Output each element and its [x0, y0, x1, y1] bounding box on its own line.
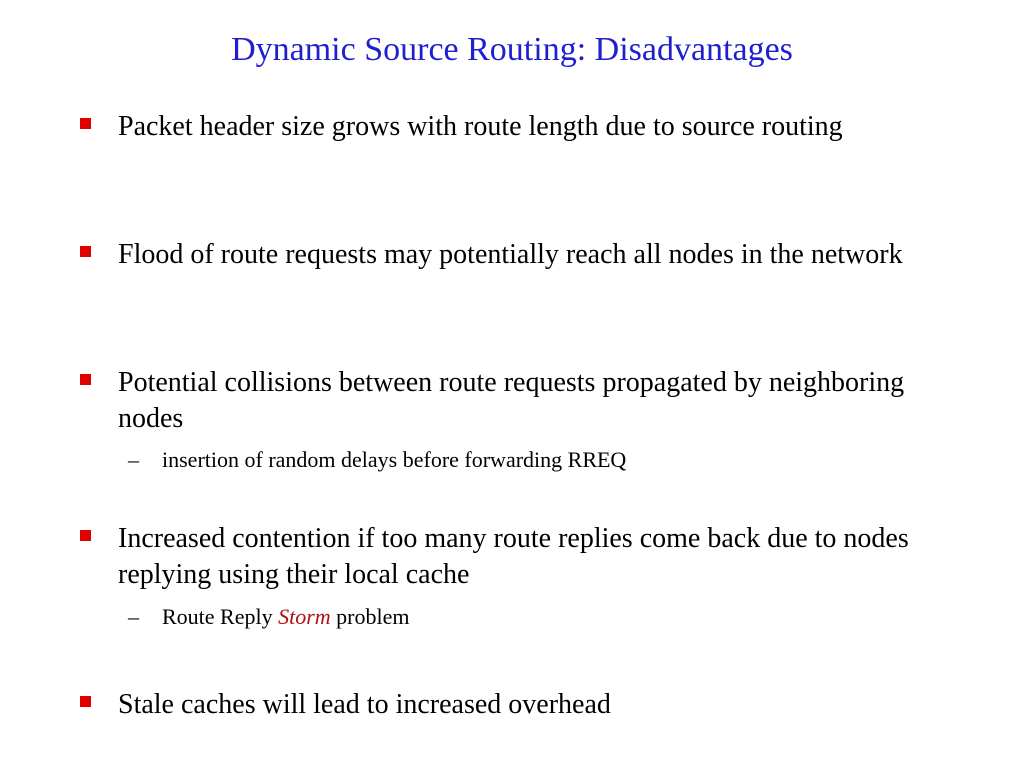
bullet-text: Stale caches will lead to increased overhead — [118, 689, 611, 720]
sub-bullet-item — [128, 603, 888, 631]
sub-bullet-prefix: Route Reply — [162, 604, 279, 629]
square-bullet-icon — [80, 246, 91, 257]
sub-bullet-suffix: problem — [330, 604, 410, 629]
bullet-text: Packet header size grows with route length due to source routing — [118, 111, 843, 142]
sub-bullet-text: insertion of random delays before forwarding RREQ — [162, 447, 627, 472]
square-bullet-icon — [80, 118, 91, 129]
dash-bullet-icon: – — [128, 447, 139, 472]
bullet-text: Increased contention if too many route replies come back due to nodes replying using their local cache — [118, 523, 909, 590]
storm-emphasis: Storm — [278, 604, 331, 629]
sub-bullet-item — [128, 446, 888, 474]
bullet-text: Potential collisions between route requests propagated by neighboring nodes — [118, 367, 905, 434]
bullet-text: Flood of route requests may potentially reach all nodes in the network — [118, 239, 903, 270]
slide-title: Dynamic Source Routing: Disadvantages — [231, 31, 793, 68]
square-bullet-icon — [80, 530, 91, 541]
dash-bullet-icon: – — [128, 604, 139, 629]
square-bullet-icon — [80, 696, 91, 707]
square-bullet-icon — [80, 374, 91, 385]
